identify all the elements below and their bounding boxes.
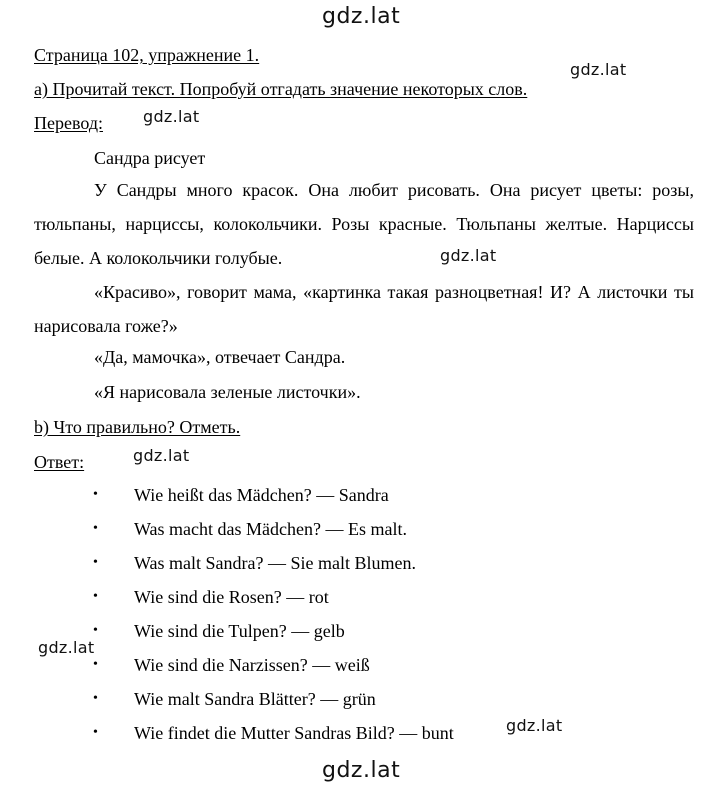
answer-label: Ответ: [34,452,85,472]
story-title: Сандра рисует [94,148,206,168]
watermark-story: gdz.lat [440,246,497,265]
story-paragraph-2: «Красиво», говорит мама, «картинка такая разноцветная! И? А листочки ты нарисовала гоже?» [34,282,694,336]
answer-text: Wie sind die Tulpen? — gelb [134,621,345,641]
story-paragraph-4: «Я нарисовала зеленые листочки». [94,382,361,402]
translation-label: Перевод: [34,113,103,133]
answer-text: Wie malt Sandra Blätter? — grün [134,689,376,709]
task-b-heading: b) Что правильно? Отметь. [34,417,241,437]
answer-text: Wie findet die Mutter Sandras Bild? — bunt [134,723,454,743]
task-a-heading: а) Прочитай текст. Попробуй отгадать значение некоторых слов. [34,79,528,99]
bullet-icon: • [93,589,98,604]
watermark-header-right: gdz.lat [570,60,627,79]
bullet-icon: • [93,657,98,672]
answer-text: Wie sind die Rosen? — rot [134,587,329,607]
watermark-left: gdz.lat [38,638,95,657]
watermark-translation: gdz.lat [143,107,200,126]
story-paragraph-3: «Да, мамочка», отвечает Сандра. [94,347,346,367]
answer-text: Was malt Sandra? — Sie malt Blumen. [134,553,416,573]
bullet-icon: • [93,555,98,570]
answer-text: Was macht das Mädchen? — Es malt. [134,519,407,539]
page-title: Страница 102, упражнение 1. [34,45,260,65]
bullet-icon: • [93,691,98,706]
watermark-answer: gdz.lat [133,446,190,465]
answer-text: Wie sind die Narzissen? — weiß [134,655,370,675]
watermark-last-answer: gdz.lat [506,716,563,735]
watermark-bottom: gdz.lat [322,758,401,783]
bullet-icon: • [93,521,98,536]
watermark-top: gdz.lat [322,4,401,29]
bullet-icon: • [93,487,98,502]
bullet-icon: • [93,623,98,638]
bullet-icon: • [93,725,98,740]
answer-text: Wie heißt das Mädchen? — Sandra [134,485,389,505]
story-paragraph-1: У Сандры много красок. Она любит рисовать. Она рисует цветы: розы, тюльпаны, нарциссы, колокольчики. Розы красные. Тюльпаны желтые. Нарциссы белые. А колокольчики голубые. [34,180,694,268]
